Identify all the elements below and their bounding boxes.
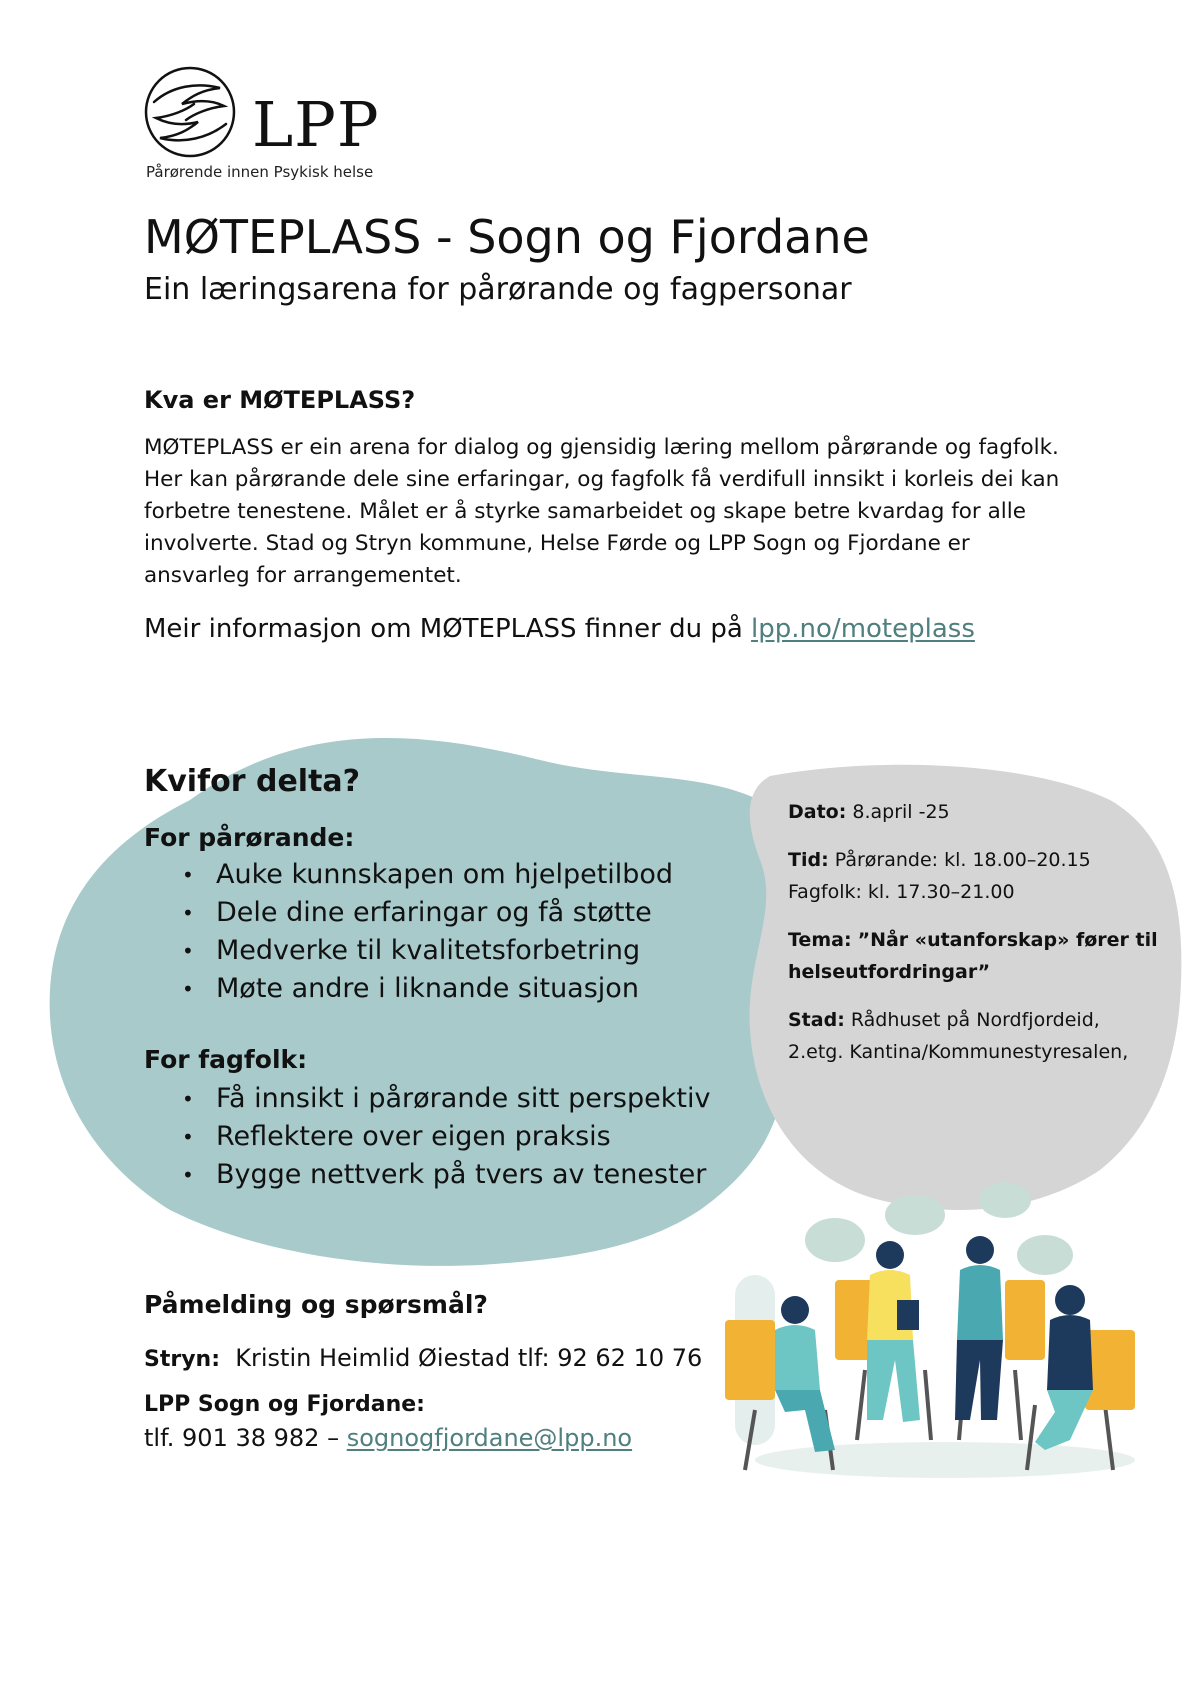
page-subtitle: Ein læringsarena for pårørande og fagpersonar xyxy=(144,272,852,307)
lpp-phone: tlf. 901 38 982 – xyxy=(144,1424,347,1452)
list-item: • Få innsikt i pårørande sitt perspektiv xyxy=(144,1080,710,1118)
relatives-list xyxy=(144,856,673,1008)
theme-value: ”Når «utanforskap» fører til helseutfordringar” xyxy=(788,929,1158,983)
professionals-heading: For fagfolk: xyxy=(144,1045,308,1074)
moteplass-link[interactable]: lpp.no/moteplass xyxy=(751,614,975,644)
about-body: MØTEPLASS er ein arena for dialog og gjensidig læring mellom pårørande og fagfolk. Her kan pårørande dele sine erfaringar, og fagfolk få verdifull innsikt i korleis dei kan forbetre tenestene. Målet er å styrke samarbeidet og skape betre kvardag for alle involverte. Stad og Stryn kommune, Helse Førde og LPP Sogn og Fjordane er ansvarleg for arrangementet. xyxy=(144,435,1060,588)
event-theme xyxy=(788,924,1188,988)
logo-text: LPP xyxy=(252,88,380,161)
list-item: • Dele dine erfaringar og få støtte xyxy=(144,894,673,932)
lpp-contact-heading: LPP Sogn og Fjordane: xyxy=(144,1392,425,1417)
time-relatives: Pårørande: kl. 18.00–20.15 xyxy=(834,849,1091,871)
stryn-contact-line xyxy=(144,1344,702,1372)
list-item: • Auke kunnskapen om hjelpetilbod xyxy=(144,856,673,894)
list-item: • Medverke til kvalitetsforbetring xyxy=(144,932,673,970)
list-item: • Møte andre i liknande situasjon xyxy=(144,970,673,1008)
lpp-email-link[interactable]: sognogfjordane@lpp.no xyxy=(346,1424,633,1452)
theme-label: Tema: xyxy=(788,929,852,951)
why-heading: Kvifor delta? xyxy=(144,764,361,799)
list-item: • Reflektere over eigen praksis xyxy=(144,1118,710,1156)
event-place xyxy=(788,1004,1188,1068)
stryn-contact: Kristin Heimlid Øiestad tlf: 92 62 10 76 xyxy=(235,1344,703,1372)
event-time xyxy=(788,844,1188,908)
time-professionals: Fagfolk: kl. 17.30–21.00 xyxy=(788,881,1015,903)
event-info xyxy=(788,796,1188,1084)
relatives-heading: For pårørande: xyxy=(144,823,355,852)
page-title: MØTEPLASS - Sogn og Fjordane xyxy=(144,210,870,264)
about-heading: Kva er MØTEPLASS? xyxy=(144,386,416,414)
logo-tagline: Pårørende innen Psykisk helse xyxy=(146,163,374,181)
lpp-contact-line xyxy=(144,1424,632,1452)
place-line1: Rådhuset på Nordfjordeid, xyxy=(850,1009,1100,1031)
event-date xyxy=(788,796,1188,828)
date-value: 8.april -25 xyxy=(852,801,950,823)
list-item: • Bygge nettverk på tvers av tenester xyxy=(144,1156,710,1194)
people-circle-illustration-icon xyxy=(715,1180,1145,1480)
date-label: Dato: xyxy=(788,801,847,823)
professionals-list xyxy=(144,1080,710,1194)
stryn-label: Stryn: xyxy=(144,1347,221,1372)
place-label: Stad: xyxy=(788,1009,845,1031)
place-line2: 2.etg. Kantina/Kommunestyresalen, xyxy=(788,1041,1129,1063)
signup-heading: Påmelding og spørsmål? xyxy=(144,1290,488,1319)
more-info-line xyxy=(144,614,975,644)
more-info-text: Meir informasjon om MØTEPLASS finner du på xyxy=(144,614,752,644)
time-label: Tid: xyxy=(788,849,829,871)
